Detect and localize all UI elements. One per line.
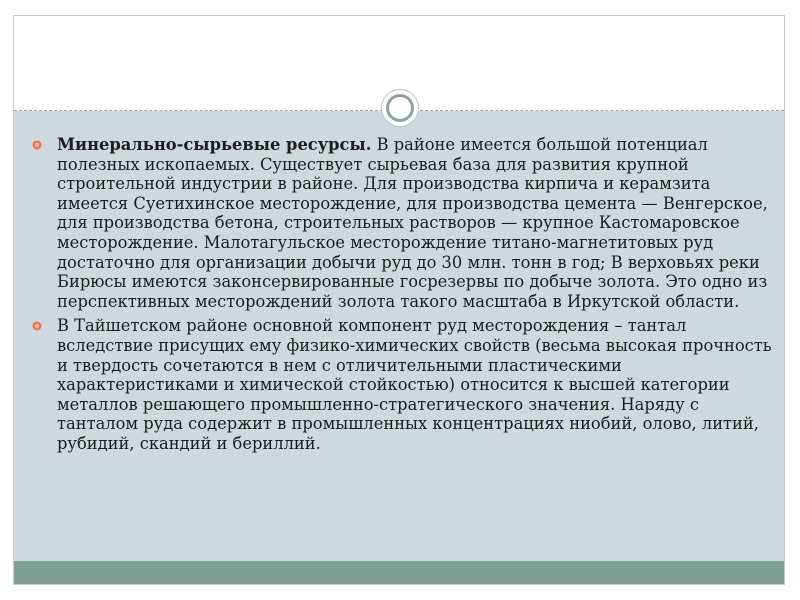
bullet-text: В районе имеется большой потенциал полезных ископаемых. Существует сырьевая база для развития крупной строительной индустрии в районе. Для производства кирпича и керамзита имеется Суетихинское месторождение, для производства цемента — Венгерское, для производства бетона, строительных растворов — крупное Кастомаровское месторождение. Малотагульское месторождение титано-магнетитовых руд достаточно для организации добычи руд до 30 млн. тонн в год; В верховьях реки Бирюсы имеются законсервированные госрезервы по добыче золота. Это одно из перспективных месторождений золота такого масштаба в Иркутской области.	[57, 135, 768, 311]
bullet-item	[32, 316, 772, 453]
bullet-text: В Тайшетском районе основной компонент руд месторождения – тантал вследствие присущих ему физико-химических свойств (весьма высокая прочность и твердость сочетаются в нем с отличительными пластическими характеристиками и химической стойкостью) относится к высшей категории металлов решающего промышленно-стратегического значения. Наряду с танталом руда содержит в промышленных концентрациях ниобий, олово, литий, рубидий, скандий и бериллий.	[57, 316, 772, 453]
orange-circle-bullet-icon	[32, 140, 42, 150]
bullet-item	[32, 135, 772, 311]
bullet-lead: Минерально-сырьевые ресурсы.	[57, 135, 372, 154]
divider-ring-inner-icon	[386, 94, 414, 122]
orange-circle-bullet-icon	[32, 321, 42, 331]
slide-body	[32, 135, 772, 459]
footer-bar	[14, 561, 784, 584]
